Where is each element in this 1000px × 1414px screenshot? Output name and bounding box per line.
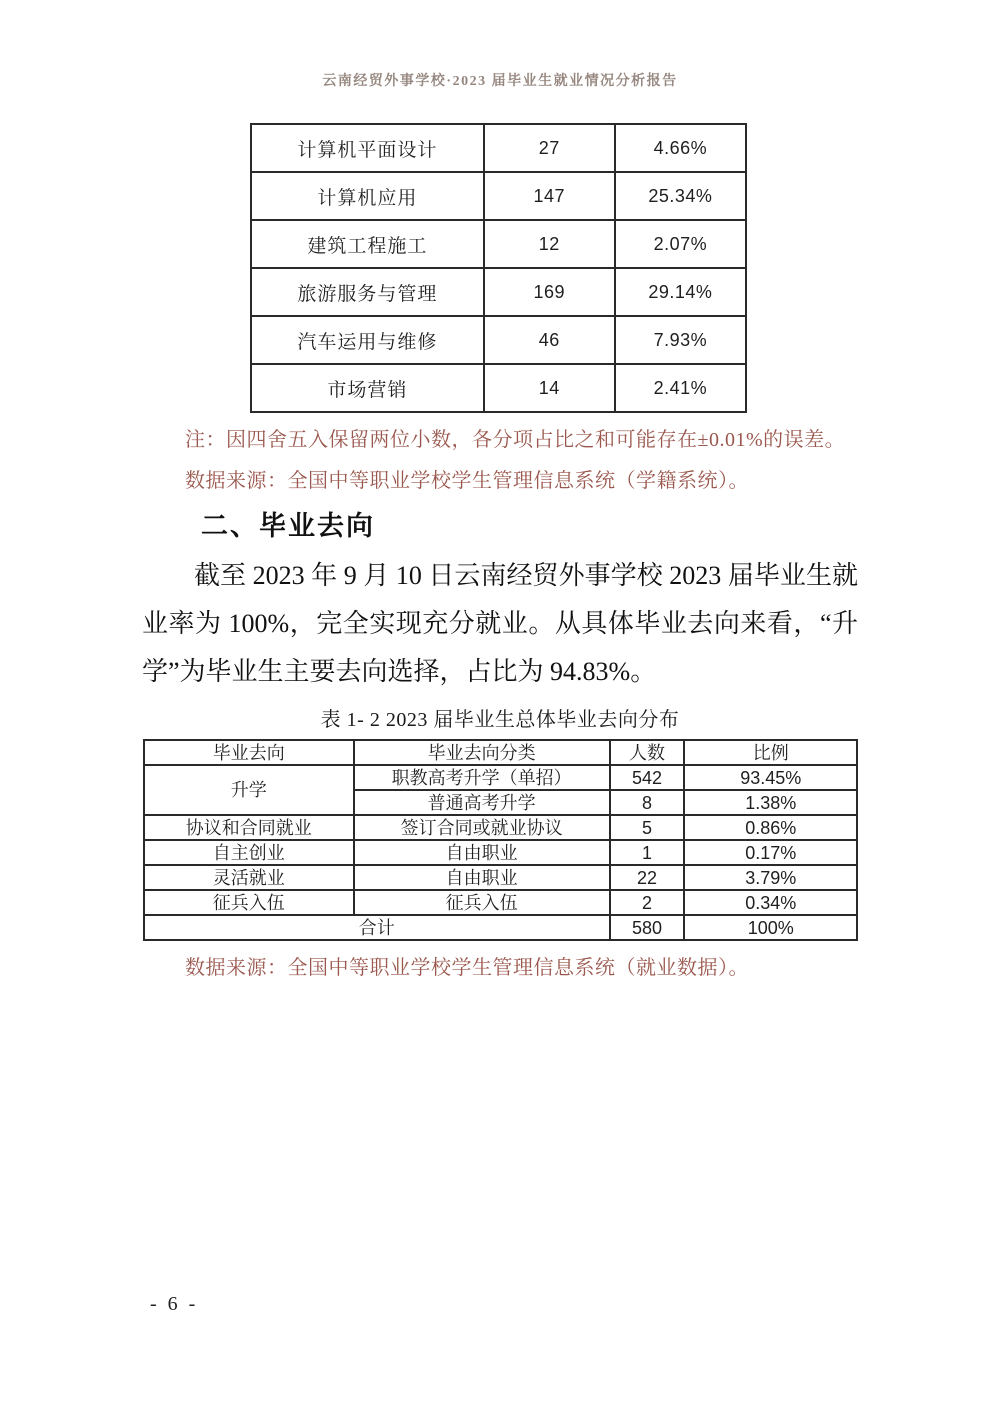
data-source-note-employment: 数据来源：全国中等职业学校学生管理信息系统（就业数据）。 bbox=[185, 957, 749, 979]
count-cell: 1 bbox=[610, 840, 685, 865]
rounding-note: 注：因四舍五入保留两位小数，各分项占比之和可能存在±0.01%的误差。 bbox=[185, 429, 846, 451]
major-name-cell: 计算机平面设计 bbox=[251, 124, 484, 172]
total-label-cell: 合计 bbox=[144, 915, 610, 940]
major-pct-cell: 2.41% bbox=[615, 364, 746, 412]
table-row bbox=[144, 815, 857, 840]
destination-distribution-table bbox=[143, 739, 858, 941]
table-row bbox=[144, 765, 857, 790]
major-count-cell: 12 bbox=[484, 220, 615, 268]
table-row bbox=[251, 124, 746, 172]
category-cell: 签订合同或就业协议 bbox=[354, 815, 610, 840]
major-pct-cell: 29.14% bbox=[615, 268, 746, 316]
header-destination: 毕业去向 bbox=[144, 740, 354, 765]
major-name-cell: 汽车运用与维修 bbox=[251, 316, 484, 364]
category-cell: 自由职业 bbox=[354, 840, 610, 865]
section-heading: 二、毕业去向 bbox=[201, 511, 375, 541]
major-count-cell: 27 bbox=[484, 124, 615, 172]
count-cell: 542 bbox=[610, 765, 685, 790]
major-name-cell: 计算机应用 bbox=[251, 172, 484, 220]
major-name-cell: 建筑工程施工 bbox=[251, 220, 484, 268]
pct-cell: 93.45% bbox=[684, 765, 857, 790]
body-paragraph: 截至 2023 年 9 月 10 日云南经贸外事学校 2023 届毕业生就业率为 100%，完全实现充分就业。从具体毕业去向来看，“升学”为毕业生主要去向选择，占比为 94.83%。 bbox=[142, 561, 858, 686]
major-count-cell: 46 bbox=[484, 316, 615, 364]
table-caption: 表 1- 2 2023 届毕业生总体毕业去向分布 bbox=[320, 709, 680, 731]
table-header-row bbox=[144, 740, 857, 765]
count-cell: 2 bbox=[610, 890, 685, 915]
major-name-cell: 旅游服务与管理 bbox=[251, 268, 484, 316]
category-cell: 普通高考升学 bbox=[354, 790, 610, 815]
table-row bbox=[144, 890, 857, 915]
table-row bbox=[251, 316, 746, 364]
destination-cell: 征兵入伍 bbox=[144, 890, 354, 915]
category-cell: 职教高考升学（单招） bbox=[354, 765, 610, 790]
major-name-cell: 市场营销 bbox=[251, 364, 484, 412]
table-row bbox=[251, 364, 746, 412]
destination-cell: 升学 bbox=[144, 765, 354, 815]
pct-cell: 1.38% bbox=[684, 790, 857, 815]
destination-cell: 协议和合同就业 bbox=[144, 815, 354, 840]
count-cell: 5 bbox=[610, 815, 685, 840]
running-head-title: 云南经贸外事学校·2023 届毕业生就业情况分析报告 bbox=[322, 74, 678, 89]
major-distribution-table bbox=[250, 123, 747, 413]
pct-cell: 0.17% bbox=[684, 840, 857, 865]
table-row bbox=[251, 172, 746, 220]
major-count-cell: 147 bbox=[484, 172, 615, 220]
count-cell: 22 bbox=[610, 865, 685, 890]
header-category: 毕业去向分类 bbox=[354, 740, 610, 765]
data-source-note-enrollment: 数据来源：全国中等职业学校学生管理信息系统（学籍系统）。 bbox=[185, 470, 749, 492]
major-pct-cell: 25.34% bbox=[615, 172, 746, 220]
pct-cell: 0.34% bbox=[684, 890, 857, 915]
total-pct-cell: 100% bbox=[684, 915, 857, 940]
table-row bbox=[251, 268, 746, 316]
destination-cell: 灵活就业 bbox=[144, 865, 354, 890]
major-pct-cell: 4.66% bbox=[615, 124, 746, 172]
category-cell: 征兵入伍 bbox=[354, 890, 610, 915]
major-pct-cell: 7.93% bbox=[615, 316, 746, 364]
pct-cell: 3.79% bbox=[684, 865, 857, 890]
major-count-cell: 169 bbox=[484, 268, 615, 316]
table-row bbox=[144, 840, 857, 865]
table-total-row bbox=[144, 915, 857, 940]
count-cell: 8 bbox=[610, 790, 685, 815]
header-count: 人数 bbox=[610, 740, 685, 765]
header-ratio: 比例 bbox=[684, 740, 857, 765]
total-count-cell: 580 bbox=[610, 915, 685, 940]
page-number: - 6 - bbox=[150, 1293, 199, 1315]
major-count-cell: 14 bbox=[484, 364, 615, 412]
table-row bbox=[144, 865, 857, 890]
destination-cell: 自主创业 bbox=[144, 840, 354, 865]
major-pct-cell: 2.07% bbox=[615, 220, 746, 268]
pct-cell: 0.86% bbox=[684, 815, 857, 840]
category-cell: 自由职业 bbox=[354, 865, 610, 890]
table-row bbox=[251, 220, 746, 268]
